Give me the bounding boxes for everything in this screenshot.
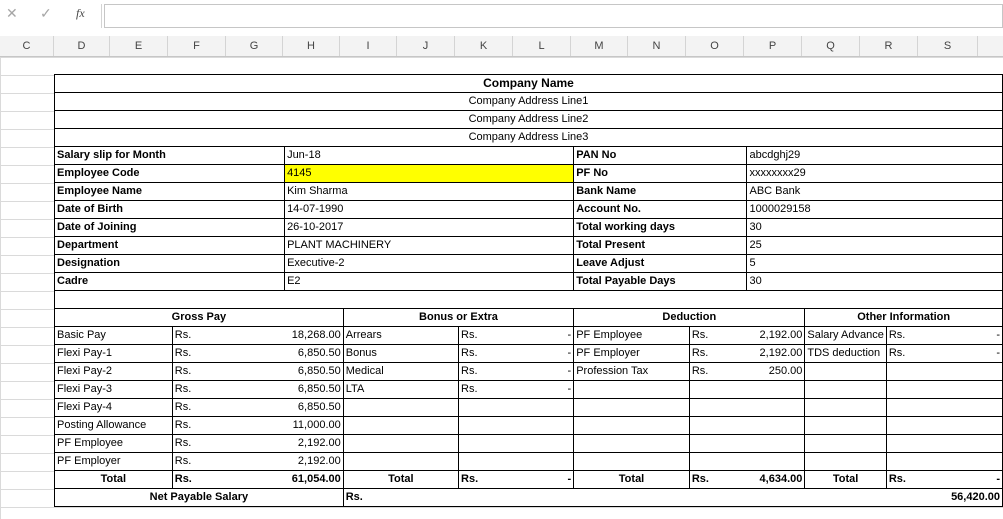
info-row <box>55 255 1003 273</box>
other-info-currency[interactable] <box>886 381 944 399</box>
other-info-label[interactable] <box>805 399 886 417</box>
info-row <box>55 273 1003 291</box>
deduction-amount[interactable] <box>747 399 805 417</box>
other-info-currency[interactable] <box>886 453 944 471</box>
company-address-line1[interactable]: Company Address Line1 <box>55 93 1003 111</box>
gross-pay-amount[interactable]: 6,850.50 <box>229 345 343 363</box>
column-header-o[interactable]: O <box>686 36 744 56</box>
info-label[interactable]: Salary slip for Month <box>55 147 285 165</box>
bonus-amount[interactable] <box>515 435 574 453</box>
salary-slip <box>54 74 1003 507</box>
other-info-header[interactable]: Other Information <box>805 309 1003 327</box>
gross-pay-currency[interactable]: Rs. <box>172 363 229 381</box>
bonus-currency[interactable]: Rs. <box>459 363 516 381</box>
gross-pay-label[interactable]: PF Employer <box>55 453 173 471</box>
gross-pay-currency[interactable]: Rs. <box>172 417 229 435</box>
deduction-amount[interactable] <box>747 435 805 453</box>
info-label[interactable]: Total Present <box>574 237 747 255</box>
other-info-amount[interactable] <box>944 435 1003 453</box>
column-header-c[interactable]: C <box>0 36 54 56</box>
bonus-currency[interactable] <box>459 435 516 453</box>
gross-pay-currency[interactable]: Rs. <box>172 327 229 345</box>
gross-pay-currency[interactable]: Rs. <box>172 345 229 363</box>
other-info-currency[interactable]: Rs. <box>886 345 944 363</box>
info-label[interactable]: Cadre <box>55 273 285 291</box>
info-label[interactable]: Total working days <box>574 219 747 237</box>
gross-pay-currency[interactable]: Rs. <box>172 381 229 399</box>
bonus-currency[interactable] <box>459 399 516 417</box>
info-label[interactable]: Leave Adjust <box>574 255 747 273</box>
pay-row <box>55 417 1003 435</box>
info-row <box>55 201 1003 219</box>
blank-cell[interactable] <box>55 291 1003 309</box>
info-label[interactable]: PF No <box>574 165 747 183</box>
deduction-currency[interactable]: Rs. <box>689 363 747 381</box>
info-label[interactable]: PAN No <box>574 147 747 165</box>
bonus-total-label[interactable]: Total <box>343 471 458 489</box>
column-header-k[interactable]: K <box>455 36 513 56</box>
bonus-label[interactable] <box>343 417 458 435</box>
gross-pay-label[interactable]: Posting Allowance <box>55 417 173 435</box>
totals-row <box>55 471 1003 489</box>
bonus-currency[interactable]: Rs. <box>459 327 516 345</box>
info-value[interactable]: 30 <box>747 273 1003 291</box>
company-address-row <box>55 129 1003 147</box>
deduction-currency[interactable] <box>689 435 747 453</box>
net-pay-row <box>55 489 1003 507</box>
gross-pay-amount[interactable]: 2,192.00 <box>229 435 343 453</box>
deduction-amount[interactable]: 250.00 <box>747 363 805 381</box>
deduction-total-currency[interactable]: Rs. <box>689 471 747 489</box>
bonus-amount[interactable] <box>515 453 574 471</box>
deduction-label[interactable]: PF Employee <box>574 327 690 345</box>
gross-pay-label[interactable]: Flexi Pay-3 <box>55 381 173 399</box>
other-info-amount[interactable] <box>944 399 1003 417</box>
deduction-label[interactable] <box>574 417 690 435</box>
info-value[interactable]: xxxxxxxx29 <box>747 165 1003 183</box>
deduction-label[interactable]: Profession Tax <box>574 363 690 381</box>
deduction-label[interactable]: PF Employer <box>574 345 690 363</box>
spacer-row <box>55 291 1003 309</box>
gross-pay-label[interactable]: Flexi Pay-1 <box>55 345 173 363</box>
column-header-e[interactable]: E <box>110 36 168 56</box>
formula-bar <box>0 0 1003 33</box>
gross-total-label[interactable]: Total <box>55 471 173 489</box>
bonus-label[interactable] <box>343 399 458 417</box>
enter-icon[interactable]: ✓ <box>40 5 52 21</box>
gross-pay-currency[interactable]: Rs. <box>172 399 229 417</box>
other-total-currency[interactable]: Rs. <box>886 471 944 489</box>
bonus-label[interactable]: Medical <box>343 363 458 381</box>
column-header-h[interactable]: H <box>283 36 340 56</box>
deduction-currency[interactable] <box>689 417 747 435</box>
info-row <box>55 147 1003 165</box>
company-address-row <box>55 93 1003 111</box>
insert-function-icon[interactable]: fx <box>76 6 85 20</box>
bonus-header[interactable]: Bonus or Extra <box>343 309 573 327</box>
bonus-currency[interactable] <box>459 417 516 435</box>
column-header-n[interactable]: N <box>628 36 686 56</box>
info-value[interactable]: abcdghj29 <box>747 147 1003 165</box>
info-label[interactable]: Bank Name <box>574 183 747 201</box>
pay-row <box>55 435 1003 453</box>
other-info-amount[interactable]: - <box>944 345 1003 363</box>
info-label[interactable]: Total Payable Days <box>574 273 747 291</box>
gross-pay-amount[interactable]: 18,268.00 <box>229 327 343 345</box>
info-value[interactable]: ABC Bank <box>747 183 1003 201</box>
gross-pay-currency[interactable]: Rs. <box>172 453 229 471</box>
column-header-q[interactable]: Q <box>802 36 860 56</box>
other-info-label[interactable] <box>805 363 886 381</box>
gross-pay-header[interactable]: Gross Pay <box>55 309 344 327</box>
formula-input[interactable] <box>104 4 1003 28</box>
bonus-label[interactable] <box>343 435 458 453</box>
other-info-label[interactable] <box>805 417 886 435</box>
other-info-currency[interactable] <box>886 363 944 381</box>
bonus-amount[interactable]: - <box>515 345 574 363</box>
column-header-i[interactable]: I <box>340 36 397 56</box>
bonus-amount[interactable]: - <box>515 363 574 381</box>
other-total-amount[interactable]: - <box>944 471 1003 489</box>
info-value[interactable]: Kim Sharma <box>285 183 574 201</box>
deduction-total-amount[interactable]: 4,634.00 <box>747 471 805 489</box>
info-row <box>55 237 1003 255</box>
deduction-amount[interactable] <box>747 381 805 399</box>
bonus-currency[interactable]: Rs. <box>459 345 516 363</box>
info-row <box>55 219 1003 237</box>
other-info-label[interactable] <box>805 381 886 399</box>
deduction-label[interactable] <box>574 381 690 399</box>
info-label[interactable]: Department <box>55 237 285 255</box>
column-header-s[interactable]: S <box>918 36 978 56</box>
deduction-label[interactable] <box>574 399 690 417</box>
company-address-row <box>55 111 1003 129</box>
info-row <box>55 183 1003 201</box>
column-header-f[interactable]: F <box>168 36 226 56</box>
other-info-currency[interactable]: Rs. <box>886 327 944 345</box>
bonus-amount[interactable]: - <box>515 381 574 399</box>
column-header-row <box>0 36 1003 57</box>
gross-pay-amount[interactable]: 6,850.50 <box>229 381 343 399</box>
info-label[interactable]: Date of Birth <box>55 201 285 219</box>
info-value[interactable]: PLANT MACHINERY <box>285 237 574 255</box>
pay-row <box>55 381 1003 399</box>
column-header-g[interactable]: G <box>226 36 283 56</box>
column-header-j[interactable]: J <box>397 36 455 56</box>
other-info-amount[interactable]: - <box>944 327 1003 345</box>
deduction-amount[interactable] <box>747 417 805 435</box>
bonus-currency[interactable]: Rs. <box>459 381 516 399</box>
other-info-amount[interactable] <box>944 417 1003 435</box>
column-header-p[interactable]: P <box>744 36 802 56</box>
pay-row <box>55 327 1003 345</box>
company-address-line2[interactable]: Company Address Line2 <box>55 111 1003 129</box>
deduction-label[interactable] <box>574 453 690 471</box>
other-info-currency[interactable] <box>886 435 944 453</box>
info-label[interactable]: Account No. <box>574 201 747 219</box>
gross-pay-currency[interactable]: Rs. <box>172 435 229 453</box>
gross-pay-amount[interactable]: 6,850.50 <box>229 363 343 381</box>
section-header-row <box>55 309 1003 327</box>
company-name[interactable]: Company Name <box>55 75 1003 93</box>
other-info-label[interactable]: TDS deduction <box>805 345 886 363</box>
pay-row <box>55 363 1003 381</box>
gross-pay-amount[interactable]: 6,850.50 <box>229 399 343 417</box>
other-info-currency[interactable] <box>886 399 944 417</box>
bonus-total-currency[interactable]: Rs. <box>459 471 516 489</box>
info-value[interactable]: E2 <box>285 273 574 291</box>
info-label[interactable]: Date of Joining <box>55 219 285 237</box>
gross-pay-label[interactable]: Basic Pay <box>55 327 173 345</box>
info-value[interactable]: 30 <box>747 219 1003 237</box>
other-info-amount[interactable] <box>944 453 1003 471</box>
deduction-amount[interactable] <box>747 453 805 471</box>
bonus-label[interactable]: Bonus <box>343 345 458 363</box>
gross-pay-label[interactable]: Flexi Pay-2 <box>55 363 173 381</box>
cancel-icon[interactable]: ✕ <box>6 5 18 21</box>
bonus-currency[interactable] <box>459 453 516 471</box>
info-label[interactable]: Employee Name <box>55 183 285 201</box>
other-info-amount[interactable] <box>944 363 1003 381</box>
other-info-label[interactable]: Salary Advance <box>805 327 886 345</box>
bonus-label[interactable]: LTA <box>343 381 458 399</box>
deduction-label[interactable] <box>574 435 690 453</box>
column-header-r[interactable]: R <box>860 36 918 56</box>
info-row <box>55 165 1003 183</box>
gross-pay-amount[interactable]: 2,192.00 <box>229 453 343 471</box>
info-value[interactable]: 5 <box>747 255 1003 273</box>
net-payable-amount[interactable]: 56,420.00 <box>459 489 1003 507</box>
info-label[interactable]: Designation <box>55 255 285 273</box>
pay-row <box>55 453 1003 471</box>
bonus-amount[interactable]: - <box>515 327 574 345</box>
column-header-l[interactable]: L <box>513 36 571 56</box>
net-payable-currency[interactable]: Rs. <box>343 489 458 507</box>
deduction-currency[interactable] <box>689 381 747 399</box>
deduction-currency[interactable] <box>689 399 747 417</box>
bonus-amount[interactable] <box>515 399 574 417</box>
pay-row <box>55 399 1003 417</box>
company-address-line3[interactable]: Company Address Line3 <box>55 129 1003 147</box>
deduction-total-label[interactable]: Total <box>574 471 690 489</box>
formula-bar-divider <box>101 4 102 28</box>
bonus-label[interactable] <box>343 453 458 471</box>
column-header-m[interactable]: M <box>571 36 628 56</box>
gross-total-amount[interactable]: 61,054.00 <box>229 471 343 489</box>
gross-total-currency[interactable]: Rs. <box>172 471 229 489</box>
deduction-currency[interactable]: Rs. <box>689 345 747 363</box>
info-value[interactable]: Executive-2 <box>285 255 574 273</box>
deduction-currency[interactable]: Rs. <box>689 327 747 345</box>
deduction-currency[interactable] <box>689 453 747 471</box>
gross-pay-amount[interactable]: 11,000.00 <box>229 417 343 435</box>
other-info-amount[interactable] <box>944 381 1003 399</box>
info-value[interactable]: 1000029158 <box>747 201 1003 219</box>
other-info-label[interactable] <box>805 435 886 453</box>
info-value[interactable]: 14-07-1990 <box>285 201 574 219</box>
info-value[interactable]: 25 <box>747 237 1003 255</box>
info-value[interactable]: Jun-18 <box>285 147 574 165</box>
column-header-d[interactable]: D <box>54 36 110 56</box>
other-total-label[interactable]: Total <box>805 471 886 489</box>
deduction-amount[interactable]: 2,192.00 <box>747 327 805 345</box>
bonus-label[interactable]: Arrears <box>343 327 458 345</box>
info-value[interactable]: 26-10-2017 <box>285 219 574 237</box>
bonus-total-amount[interactable]: - <box>515 471 574 489</box>
gross-pay-label[interactable]: Flexi Pay-4 <box>55 399 173 417</box>
net-payable-label[interactable]: Net Payable Salary <box>55 489 344 507</box>
deduction-amount[interactable]: 2,192.00 <box>747 345 805 363</box>
gross-pay-label[interactable]: PF Employee <box>55 435 173 453</box>
other-info-currency[interactable] <box>886 417 944 435</box>
bonus-amount[interactable] <box>515 417 574 435</box>
pay-row <box>55 345 1003 363</box>
company-name-row <box>55 75 1003 93</box>
info-value[interactable]: 4145 <box>285 165 574 183</box>
deduction-header[interactable]: Deduction <box>574 309 805 327</box>
info-label[interactable]: Employee Code <box>55 165 285 183</box>
other-info-label[interactable] <box>805 453 886 471</box>
